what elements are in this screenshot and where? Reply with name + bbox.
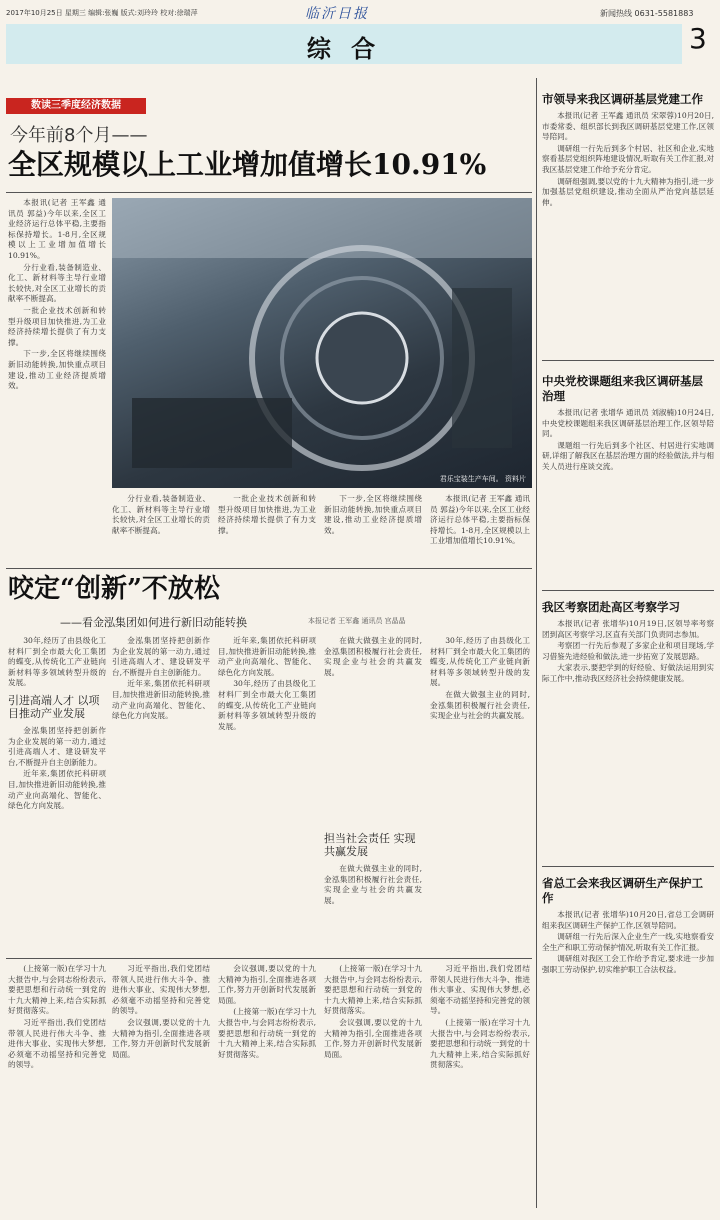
sidebar-rule <box>542 360 714 361</box>
headline-rule <box>6 192 532 193</box>
section-rule <box>6 568 532 569</box>
story-paragraph: 分行业看,装备制造业、化工、新材料等主导行业增长较快,对全区工业增长的贡献率不断提高。 <box>112 494 210 535</box>
sidebar-paragraph: 本报讯(记者 张增华)10月20日,省总工会调研组来我区调研生产保护工作,区领导陪同。 <box>542 910 714 930</box>
story-paragraph: 一批企业技术创新和转型升级项目加快推进,为工业经济持续增长提供了有力支撑。 <box>8 305 106 347</box>
story-paragraph: 下一步,全区将继续围绕新旧动能转换,加快重点项目建设,推动工业经济提质增效。 <box>8 349 106 391</box>
feature-column-2 <box>112 636 210 952</box>
sidebar-article <box>542 374 714 588</box>
feature-column-3 <box>218 636 316 952</box>
feature-paragraph: 在做大做强主业的同时,金泓集团积极履行社会责任,实现企业与社会的共赢发展。 <box>430 689 530 721</box>
feature-paragraph: 在做大做强主业的同时,金泓集团积极履行社会责任,实现企业与社会的共赢发展。 <box>324 864 422 905</box>
story-paragraph: 下一步,全区将继续围绕新旧动能转换,加快重点项目建设,推动工业经济提质增效。 <box>324 494 422 535</box>
sidebar-headline: 市领导来我区调研基层党建工作 <box>542 92 703 106</box>
sidebar-body <box>542 408 714 588</box>
sidebar-paragraph: 本报讯(记者 王军鑫 通讯员 宋翠蓉)10月20日,市委常委、组织部长到我区调研基层党建工作,区领导陪同。 <box>542 111 714 142</box>
story-column-2 <box>112 494 210 564</box>
sidebar-rule <box>542 866 714 867</box>
feature-column-1b <box>8 726 106 956</box>
feature-paragraph: 近年来,集团依托科研项目,加快推进新旧动能转换,推动产业向高端化、智能化、绿色化方向发展。 <box>218 636 316 677</box>
lower-rule <box>6 958 532 959</box>
main-headline: 全区规模以上工业增加值增长10.91% <box>8 148 487 181</box>
lower-paragraph: (上接第一版)在学习十九大报告中,与会同志纷纷表示,要把思想和行动统一到党的十九大精神上来,结合实际抓好贯彻落实。 <box>430 1017 530 1070</box>
sidebar-headline: 中央党校课题组来我区调研基层治理 <box>542 374 703 403</box>
feature-paragraph: 金泓集团坚持把创新作为企业发展的第一动力,通过引进高端人才、建设研发平台,不断提升自主创新能力。 <box>8 726 106 767</box>
section-title: 综 合 <box>306 35 382 63</box>
story-tag-label: 数读三季度经济数据 <box>31 100 121 111</box>
feature-headline: 咬定“创新”不放松 <box>8 574 220 604</box>
story-column-3 <box>218 494 316 564</box>
feature-paragraph: 30年,经历了由县级化工材料厂到全市最大化工集团的蝶变,从传统化工产业链向新材料等多领域转型升级的发展。 <box>8 636 106 688</box>
lower-paragraph: 习近平指出,我们党团结带领人民进行伟大斗争、推进伟大事业、实现伟大梦想,必须毫不动摇坚持和完善党的领导。 <box>112 964 210 1016</box>
feature-paragraph: 在做大做强主业的同时,金泓集团积极履行社会责任,实现企业与社会的共赢发展。 <box>324 636 422 677</box>
sidebar-headline: 省总工会来我区调研生产保护工作 <box>542 876 703 905</box>
sidebar-article <box>542 92 714 337</box>
lower-paragraph: 会议强调,要以党的十九大精神为指引,全面推进各项工作,努力开创新时代发展新局面。 <box>324 1017 422 1059</box>
top-info-bar: 2017年10月25日 星期三 编辑:张巍 版式:刘玲玲 校对:徐瑞萍 <box>6 9 198 17</box>
feature-subhead-2: 担当社会责任 实现共赢发展 <box>324 832 416 858</box>
sidebar-paragraph: 调研组一行先后到多个村居、社区和企业,实地察看基层党组织阵地建设情况,听取有关工作汇报,对我区基层党建工作给予充分肯定。 <box>542 143 714 174</box>
story-column-5 <box>430 494 530 564</box>
sidebar-paragraph: 课题组一行先后到多个社区、村居进行实地调研,详细了解我区在基层治理方面的经验做法,并与相关人员进行座谈交流。 <box>542 440 714 471</box>
sidebar-paragraph: 调研组强调,要以党的十九大精神为指引,进一步加强基层党组织建设,推动全面从严治党向基层延伸。 <box>542 176 714 207</box>
lower-column-5 <box>430 964 530 1208</box>
section-banner <box>6 24 682 64</box>
story-column-4 <box>324 494 422 564</box>
feature-column-4 <box>324 636 422 826</box>
sidebar-body <box>542 619 714 864</box>
lower-column-2 <box>112 964 210 1208</box>
photo-caption: 君乐宝装生产车间。 资料片 <box>439 475 526 483</box>
sidebar-body <box>542 111 714 337</box>
story-paragraph: 分行业看,装备制造业、化工、新材料等主导行业增长较快,对全区工业增长的贡献率不断提高。 <box>8 262 106 304</box>
factory-photo <box>112 198 532 488</box>
feature-subhead-1: 引进高端人才 以项目推动产业发展 <box>8 694 100 720</box>
sidebar-paragraph: 本报讯(记者 张增华)10月19日,区领导率考察团到高区考察学习,区直有关部门负责同志参加。 <box>542 619 714 639</box>
feature-column-5 <box>430 636 530 952</box>
lower-paragraph: 会议强调,要以党的十九大精神为指引,全面推进各项工作,努力开创新时代发展新局面。 <box>218 964 316 1005</box>
story-paragraph: 一批企业技术创新和转型升级项目加快推进,为工业经济持续增长提供了有力支撑。 <box>218 494 316 535</box>
sidebar-rule <box>542 590 714 591</box>
lower-column-1 <box>8 964 106 1208</box>
feature-paragraph: 30年,经历了由县级化工材料厂到全市最大化工集团的蝶变,从传统化工产业链向新材料等多领域转型升级的发展。 <box>430 636 530 688</box>
lower-paragraph: 会议强调,要以党的十九大精神为指引,全面推进各项工作,努力开创新时代发展新局面。 <box>112 1017 210 1059</box>
sidebar-article <box>542 876 714 1220</box>
lower-paragraph: (上接第一版)在学习十九大报告中,与会同志纷纷表示,要把思想和行动统一到党的十九大精神上来,结合实际抓好贯彻落实。 <box>218 1007 316 1059</box>
sidebar-paragraph: 调研组对我区工会工作给予肯定,要求进一步加强职工劳动保护,切实维护职工合法权益。 <box>542 954 714 974</box>
page-number: 3 <box>689 22 707 55</box>
sidebar-divider <box>536 78 537 1208</box>
feature-column-1 <box>8 636 106 690</box>
kicker: 今年前8个月—— <box>10 125 148 146</box>
story-tag <box>6 98 146 114</box>
sidebar-paragraph: 大家表示,要把学到的好经验、好做法运用到实际工作中,推动我区经济社会持续健康发展。 <box>542 663 714 683</box>
sidebar-body <box>542 910 714 1220</box>
lower-paragraph: 习近平指出,我们党团结带领人民进行伟大斗争、推进伟大事业、实现伟大梦想,必须毫不动摇坚持和完善党的领导。 <box>8 1017 106 1070</box>
sidebar-paragraph: 本报讯(记者 张增华 通讯员 刘淑楠)10月24日,中央党校课题组来我区调研基层治理工作,区领导陪同。 <box>542 408 714 439</box>
hotline: 新闻热线 0631-5581883 <box>600 9 694 18</box>
feature-paragraph: 金泓集团坚持把创新作为企业发展的第一动力,通过引进高端人才、建设研发平台,不断提升自主创新能力。 <box>112 636 210 677</box>
feature-paragraph: 近年来,集团依托科研项目,加快推进新旧动能转换,推动产业向高端化、智能化、绿色化方向发展。 <box>8 769 106 811</box>
feature-byline: 本报记者 王军鑫 通讯员 宫晶晶 <box>308 617 406 625</box>
feature-column-4b <box>324 864 422 952</box>
sidebar-paragraph: 调研组一行先后深入企业生产一线,实地察看安全生产和职工劳动保护情况,听取有关工作汇报。 <box>542 932 714 952</box>
sidebar-paragraph: 考察团一行先后参观了多家企业和项目现场,学习借鉴先进经验和做法,进一步拓宽了发展思路。 <box>542 641 714 661</box>
sidebar-article <box>542 600 714 864</box>
lower-paragraph: (上接第一版)在学习十九大报告中,与会同志纷纷表示,要把思想和行动统一到党的十九大精神上来,结合实际抓好贯彻落实。 <box>324 964 422 1016</box>
story-column-1 <box>8 198 106 560</box>
lower-column-4 <box>324 964 422 1208</box>
lower-paragraph: (上接第一版)在学习十九大报告中,与会同志纷纷表示,要把思想和行动统一到党的十九大精神上来,结合实际抓好贯彻落实。 <box>8 964 106 1016</box>
feature-paragraph: 近年来,集团依托科研项目,加快推进新旧动能转换,推动产业向高端化、智能化、绿色化方向发展。 <box>112 679 210 721</box>
feature-subtitle: ——看金泓集团如何进行新旧动能转换 <box>60 616 247 629</box>
story-paragraph: 本报讯(记者 王军鑫 通讯员 郭益)今年以来,全区工业经济运行总体平稳,主要指标保持增长。1-8月,全区规模以上工业增加值增长10.91%。 <box>8 198 106 260</box>
sidebar-headline: 我区考察团赴高区考察学习 <box>542 600 680 614</box>
feature-paragraph: 30年,经历了由县级化工材料厂到全市最大化工集团的蝶变,从传统化工产业链向新材料等多领域转型升级的发展。 <box>218 679 316 731</box>
lower-paragraph: 习近平指出,我们党团结带领人民进行伟大斗争、推进伟大事业、实现伟大梦想,必须毫不动摇坚持和完善党的领导。 <box>430 964 530 1016</box>
lower-column-3 <box>218 964 316 1208</box>
masthead-logo: 临沂日报 <box>305 6 369 22</box>
story-paragraph: 本报讯(记者 王军鑫 通讯员 郭益)今年以来,全区工业经济运行总体平稳,主要指标保持增长。1-8月,全区规模以上工业增加值增长10.91%。 <box>430 494 530 546</box>
